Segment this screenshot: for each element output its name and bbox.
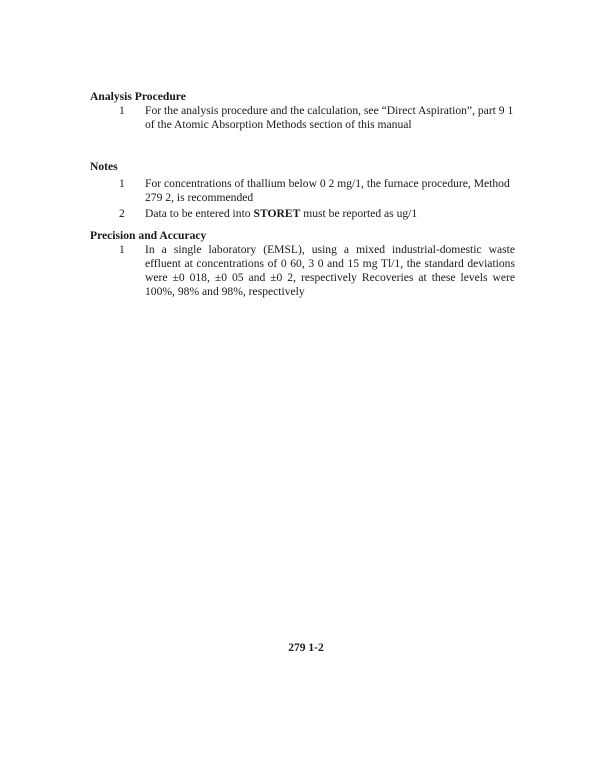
item-number: 1 <box>119 243 125 256</box>
item-text: For concentrations of thallium below 0 2 mg/1, the furnace procedure, Method 279 2, is recommended <box>145 177 510 204</box>
list-item <box>90 207 515 221</box>
list-item <box>90 243 515 299</box>
section-precision-accuracy <box>90 229 515 299</box>
page-number: 279 1-2 <box>288 642 324 654</box>
item-text-post: must be reported as ug/1 <box>300 207 418 220</box>
item-number: 1 <box>119 104 125 117</box>
item-text: In a single laboratory (EMSL), using a mixed industrial-domestic waste effluent at concentrations of 0 60, 3 0 and 15 mg Tl/1, the standard deviations were ±0 018, ±0 05 and ±0 2, respectively Recoveries at these levels were 100%, 98% and 98%, respectively <box>145 243 515 298</box>
item-number: 1 <box>119 177 125 190</box>
list-item <box>90 104 515 132</box>
list-item <box>90 177 515 205</box>
item-text-pre: Data to be entered into <box>145 207 254 220</box>
item-number: 2 <box>119 207 125 220</box>
section-heading: Notes <box>90 160 118 173</box>
item-text: For the analysis procedure and the calculation, see “Direct Aspiration”, part 9 1 of the Atomic Absorption Methods section of this manual <box>145 104 514 131</box>
section-notes <box>90 160 515 221</box>
section-analysis-procedure <box>90 90 515 132</box>
storet-term: STORET <box>253 207 301 220</box>
section-heading: Precision and Accuracy <box>90 229 207 242</box>
section-heading: Analysis Procedure <box>90 90 186 103</box>
